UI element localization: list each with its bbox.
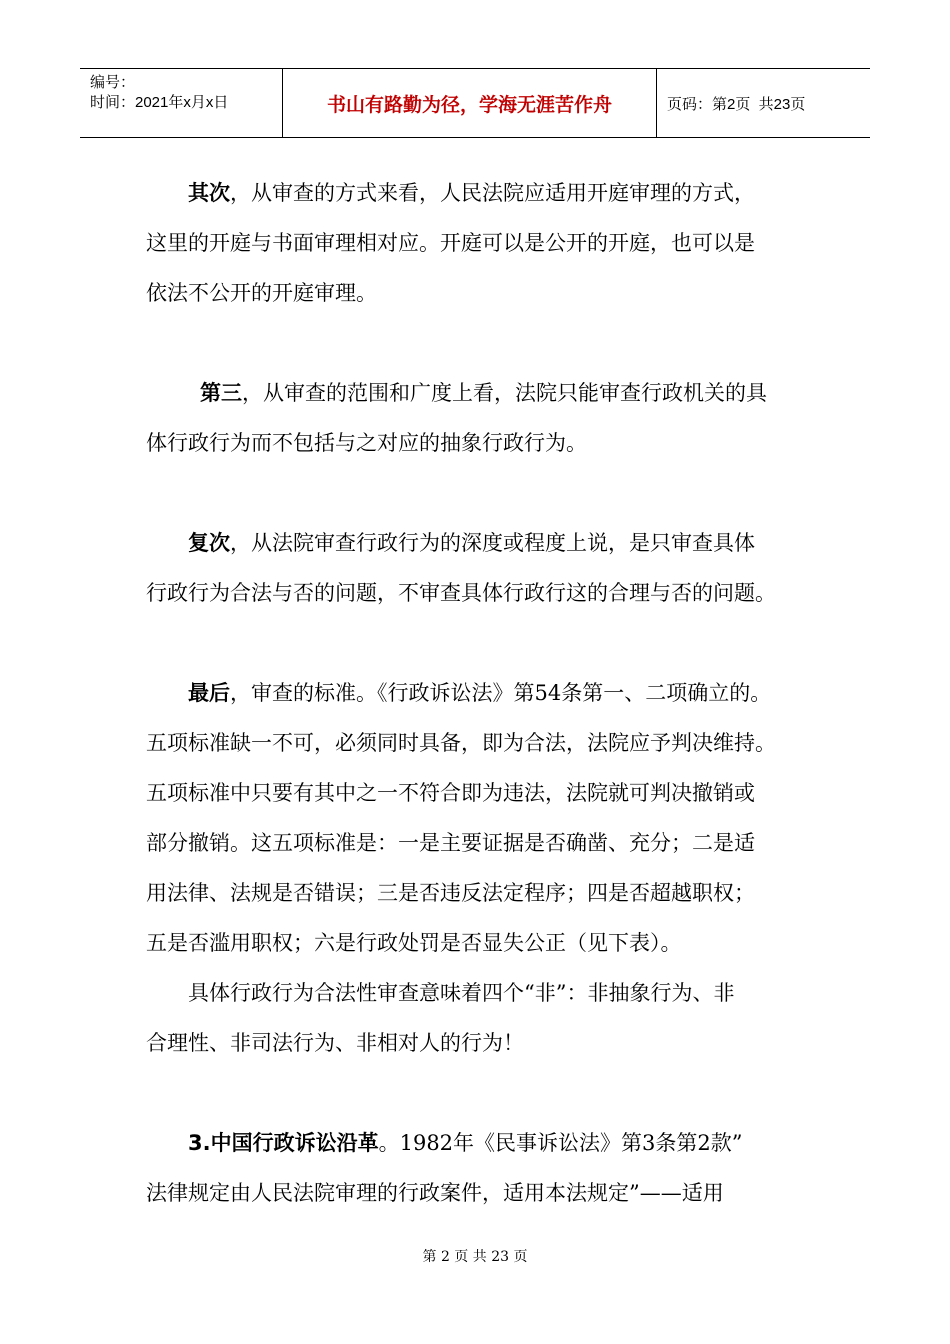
page-info: 页码：第2页 共23页 xyxy=(667,95,806,113)
text-line: ，从法院审查行政行为的深度或程度上说，是只审查具体 xyxy=(230,531,755,555)
text-line: ，从审查的范围和广度上看，法院只能审查行政机关的具 xyxy=(242,381,767,405)
para-lead: 其次 xyxy=(188,181,230,205)
paragraph-again xyxy=(146,518,826,618)
para-lead: 最后 xyxy=(188,681,230,705)
header-left-cell xyxy=(80,69,283,137)
text-line: 五是否滥用职权；六是行政处罚是否显失公正（见下表）。 xyxy=(146,931,682,955)
text-line: 部分撤销。这五项标准是：一是主要证据是否确凿、充分；二是适 xyxy=(146,831,755,855)
text-line: 依法不公开的开庭审理。 xyxy=(146,281,377,305)
para-lead: 3.中国行政诉讼沿革 xyxy=(188,1131,379,1155)
text-line: 体行政行为而不包括与之对应的抽象行政行为。 xyxy=(146,431,587,455)
paragraph-second xyxy=(146,168,826,318)
number-label: 编号： xyxy=(90,74,136,91)
text-line: 五项标准缺一不可，必须同时具备，即为合法，法院应予判决维持。 xyxy=(146,731,776,755)
text-line: 行政行为合法与否的问题，不审查具体行政行这的合理与否的问题。 xyxy=(146,581,776,605)
header-table xyxy=(80,68,870,138)
document-body xyxy=(146,168,826,1218)
text-line: 具体行政行为合法性审查意味着四个“非”：非抽象行为、非 xyxy=(188,981,735,1005)
text-line: 这里的开庭与书面审理相对应。开庭可以是公开的开庭，也可以是 xyxy=(146,231,755,255)
text-line: 用法律、法规是否错误；三是否违反法定程序；四是否超越职权； xyxy=(146,881,755,905)
text-line: 合理性、非司法行为、非相对人的行为！ xyxy=(146,1031,524,1055)
motto: 书山有路勤为径，学海无涯苦作舟 xyxy=(283,69,657,137)
text-line: 法律规定由人民法院审理的行政案件，适用本法规定”——适用 xyxy=(146,1181,724,1205)
para-lead: 第三 xyxy=(200,381,242,405)
page-footer: 第 2 页 共 23 页 xyxy=(422,1249,528,1265)
text-line: ，从审查的方式来看，人民法院应适用开庭审理的方式， xyxy=(230,181,755,205)
para-lead: 复次 xyxy=(188,531,230,555)
text-line: 。1982年《民事诉讼法》第3条第2款” xyxy=(378,1131,743,1155)
paragraph-four-nots xyxy=(146,968,826,1068)
time-label: 时间：2021年x月x日 xyxy=(90,94,229,111)
text-line: ，审查的标准。《行政诉讼法》第54条第一、二项确立的。 xyxy=(230,681,772,705)
paragraph-history xyxy=(146,1118,826,1218)
paragraph-third xyxy=(146,368,826,468)
text-line: 五项标准中只要有其中之一不符合即为违法，法院就可判决撤销或 xyxy=(146,781,755,805)
paragraph-finally xyxy=(146,668,826,968)
